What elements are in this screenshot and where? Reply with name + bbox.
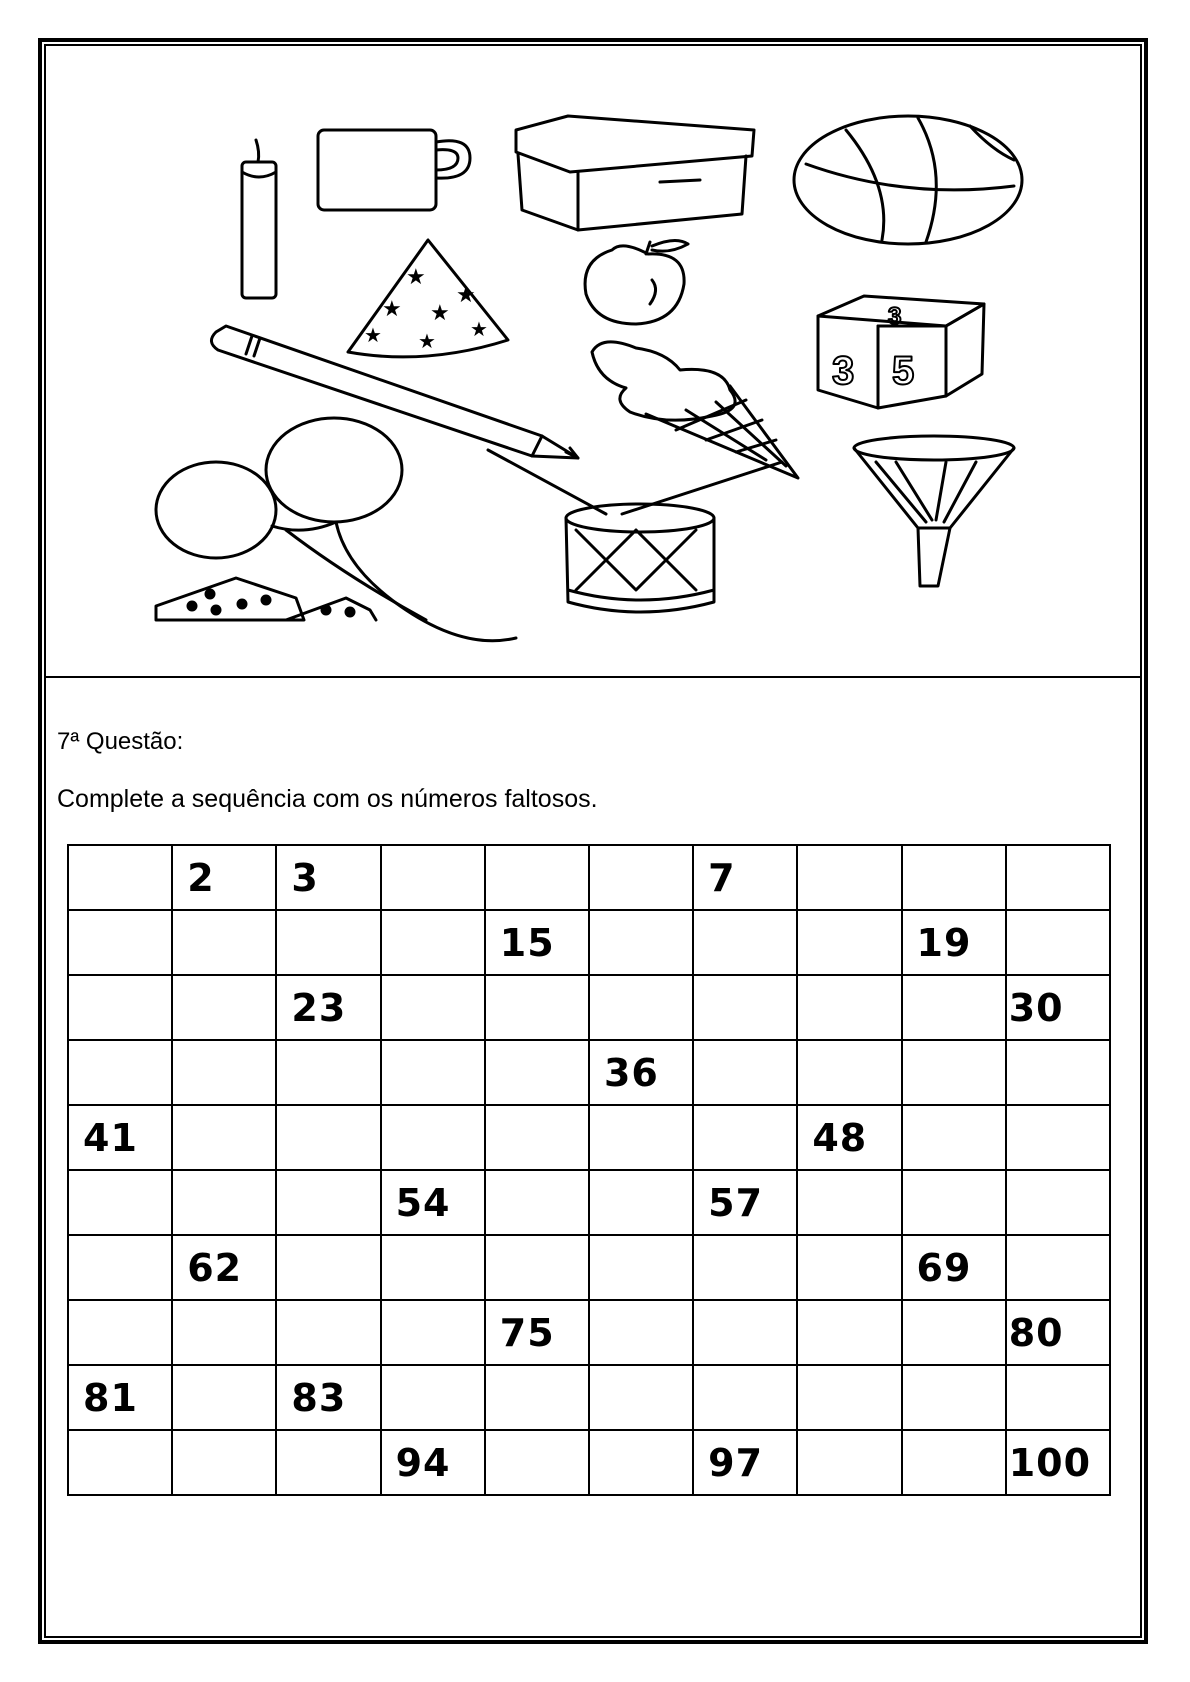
svg-text:★: ★	[470, 319, 488, 341]
grid-cell-blank[interactable]	[902, 1040, 1006, 1105]
grid-cell-blank[interactable]	[589, 1300, 693, 1365]
grid-cell-blank[interactable]	[1006, 1235, 1110, 1300]
grid-row	[68, 1040, 1110, 1105]
grid-cell-blank[interactable]	[693, 1365, 797, 1430]
grid-cell-number: 62	[172, 1235, 276, 1300]
grid-cell-blank[interactable]	[276, 910, 380, 975]
grid-cell-blank[interactable]	[381, 975, 485, 1040]
pencil-icon	[211, 326, 578, 458]
apple-icon	[585, 240, 688, 324]
grid-cell-blank[interactable]	[589, 1430, 693, 1495]
grid-row	[68, 1365, 1110, 1430]
ice-cream-cone-icon	[592, 342, 798, 478]
grid-row	[68, 1300, 1110, 1365]
grid-cell-blank[interactable]	[276, 1235, 380, 1300]
basketball-icon	[794, 116, 1022, 244]
grid-row	[68, 975, 1110, 1040]
grid-cell-blank[interactable]	[68, 1040, 172, 1105]
grid-cell-blank[interactable]	[381, 1040, 485, 1105]
grid-cell-blank[interactable]	[797, 1235, 901, 1300]
grid-cell-blank[interactable]	[902, 975, 1006, 1040]
grid-cell-blank[interactable]	[693, 975, 797, 1040]
grid-cell-blank[interactable]	[172, 1040, 276, 1105]
grid-cell-blank[interactable]	[589, 1105, 693, 1170]
grid-cell-number: 23	[276, 975, 380, 1040]
grid-cell-number: 75	[485, 1300, 589, 1365]
grid-cell-blank[interactable]	[276, 1430, 380, 1495]
grid-cell-blank[interactable]	[589, 910, 693, 975]
grid-cell-blank[interactable]	[172, 1365, 276, 1430]
svg-text:5: 5	[892, 349, 915, 393]
grid-cell-blank[interactable]	[589, 845, 693, 910]
grid-cell-blank[interactable]	[693, 910, 797, 975]
grid-cell-blank[interactable]	[172, 910, 276, 975]
toy-block-icon	[818, 296, 984, 408]
grid-cell-blank[interactable]	[68, 975, 172, 1040]
grid-cell-number: 41	[68, 1105, 172, 1170]
grid-cell-number: 7	[693, 845, 797, 910]
grid-cell-blank[interactable]	[68, 845, 172, 910]
grid-row	[68, 1430, 1110, 1495]
grid-cell-blank[interactable]	[381, 1105, 485, 1170]
grid-cell-blank[interactable]	[589, 975, 693, 1040]
grid-cell-blank[interactable]	[172, 975, 276, 1040]
grid-cell-blank[interactable]	[172, 1300, 276, 1365]
grid-cell-blank[interactable]	[68, 1430, 172, 1495]
grid-cell-blank[interactable]	[797, 1170, 901, 1235]
grid-cell-number: 83	[276, 1365, 380, 1430]
grid-cell-blank[interactable]	[68, 1170, 172, 1235]
grid-cell-blank[interactable]	[1006, 1365, 1110, 1430]
funnel-icon	[854, 436, 1014, 586]
objects-illustration	[46, 90, 1140, 678]
mug-icon	[318, 130, 470, 210]
grid-cell-blank[interactable]	[797, 910, 901, 975]
grid-cell-blank[interactable]	[485, 1040, 589, 1105]
grid-cell-number: 2	[172, 845, 276, 910]
grid-cell-number: 57	[693, 1170, 797, 1235]
grid-cell-blank[interactable]	[797, 1365, 901, 1430]
grid-cell-blank[interactable]	[1006, 1170, 1110, 1235]
grid-cell-blank[interactable]	[485, 1235, 589, 1300]
grid-cell-blank[interactable]	[589, 1365, 693, 1430]
grid-cell-blank[interactable]	[172, 1170, 276, 1235]
svg-text:3: 3	[888, 303, 902, 330]
grid-cell-blank[interactable]	[68, 910, 172, 975]
grid-cell-blank[interactable]	[68, 1235, 172, 1300]
grid-cell-blank[interactable]	[276, 1040, 380, 1105]
grid-cell-blank[interactable]	[797, 1430, 901, 1495]
drum-icon	[488, 450, 782, 612]
grid-cell-blank[interactable]	[589, 1235, 693, 1300]
grid-cell-blank[interactable]	[1006, 910, 1110, 975]
grid-cell-blank[interactable]	[172, 1430, 276, 1495]
grid-cell-blank[interactable]	[902, 845, 1006, 910]
svg-text:★: ★	[364, 325, 382, 347]
grid-cell-blank[interactable]	[172, 1105, 276, 1170]
grid-cell-blank[interactable]	[381, 1235, 485, 1300]
grid-cell-blank[interactable]	[276, 1300, 380, 1365]
number-grid	[67, 844, 1111, 1496]
grid-cell-blank[interactable]	[902, 1430, 1006, 1495]
grid-cell-blank[interactable]	[381, 1300, 485, 1365]
svg-text:★: ★	[382, 296, 402, 321]
grid-cell-blank[interactable]	[485, 845, 589, 910]
grid-cell-blank[interactable]	[797, 1300, 901, 1365]
grid-cell-number: 19	[902, 910, 1006, 975]
grid-cell-blank[interactable]	[1006, 1105, 1110, 1170]
grid-cell-number: 30	[1006, 975, 1110, 1040]
grid-cell-blank[interactable]	[485, 1430, 589, 1495]
grid-row	[68, 1105, 1110, 1170]
grid-cell-blank[interactable]	[797, 1040, 901, 1105]
grid-cell-blank[interactable]	[276, 1105, 380, 1170]
grid-cell-number: 69	[902, 1235, 1006, 1300]
party-hat-icon	[348, 240, 508, 357]
grid-cell-number: 54	[381, 1170, 485, 1235]
grid-row	[68, 845, 1110, 910]
candle-icon	[242, 140, 276, 298]
grid-cell-blank[interactable]	[902, 1365, 1006, 1430]
grid-cell-number: 36	[589, 1040, 693, 1105]
grid-cell-number: 80	[1006, 1300, 1110, 1365]
box-icon	[516, 116, 754, 230]
svg-text:★: ★	[406, 264, 426, 289]
grid-cell-number: 94	[381, 1430, 485, 1495]
grid-cell-blank[interactable]	[68, 1300, 172, 1365]
grid-cell-number: 15	[485, 910, 589, 975]
grid-cell-blank[interactable]	[902, 1170, 1006, 1235]
grid-cell-number: 48	[797, 1105, 901, 1170]
grid-cell-blank[interactable]	[1006, 845, 1110, 910]
grid-cell-number: 100	[1006, 1430, 1110, 1495]
grid-cell-blank[interactable]	[797, 845, 901, 910]
grid-cell-blank[interactable]	[797, 975, 901, 1040]
grid-cell-blank[interactable]	[485, 1105, 589, 1170]
grid-cell-blank[interactable]	[693, 1300, 797, 1365]
balloons-icon	[156, 418, 516, 641]
question-instruction: Complete a sequência com os números faltosos.	[57, 785, 598, 813]
grid-cell-blank[interactable]	[693, 1040, 797, 1105]
svg-text:3: 3	[832, 349, 855, 393]
grid-row	[68, 1235, 1110, 1300]
dice-icon	[156, 578, 376, 620]
grid-row	[68, 1170, 1110, 1235]
section-divider	[46, 676, 1140, 678]
grid-cell-number: 3	[276, 845, 380, 910]
svg-text:★: ★	[456, 282, 476, 307]
grid-cell-number: 81	[68, 1365, 172, 1430]
grid-cell-blank[interactable]	[693, 1235, 797, 1300]
grid-cell-blank[interactable]	[485, 1170, 589, 1235]
grid-cell-blank[interactable]	[485, 1365, 589, 1430]
grid-cell-blank[interactable]	[381, 910, 485, 975]
grid-cell-blank[interactable]	[276, 1170, 380, 1235]
grid-cell-blank[interactable]	[485, 975, 589, 1040]
grid-cell-blank[interactable]	[902, 1105, 1006, 1170]
grid-cell-blank[interactable]	[381, 845, 485, 910]
svg-text:★: ★	[430, 300, 450, 325]
grid-cell-blank[interactable]	[902, 1300, 1006, 1365]
question-title: 7ª Questão:	[57, 728, 184, 755]
grid-cell-blank[interactable]	[1006, 1040, 1110, 1105]
grid-cell-blank[interactable]	[589, 1170, 693, 1235]
grid-row	[68, 910, 1110, 975]
grid-cell-number: 97	[693, 1430, 797, 1495]
grid-cell-blank[interactable]	[381, 1365, 485, 1430]
grid-cell-blank[interactable]	[693, 1105, 797, 1170]
svg-text:★: ★	[418, 331, 436, 353]
